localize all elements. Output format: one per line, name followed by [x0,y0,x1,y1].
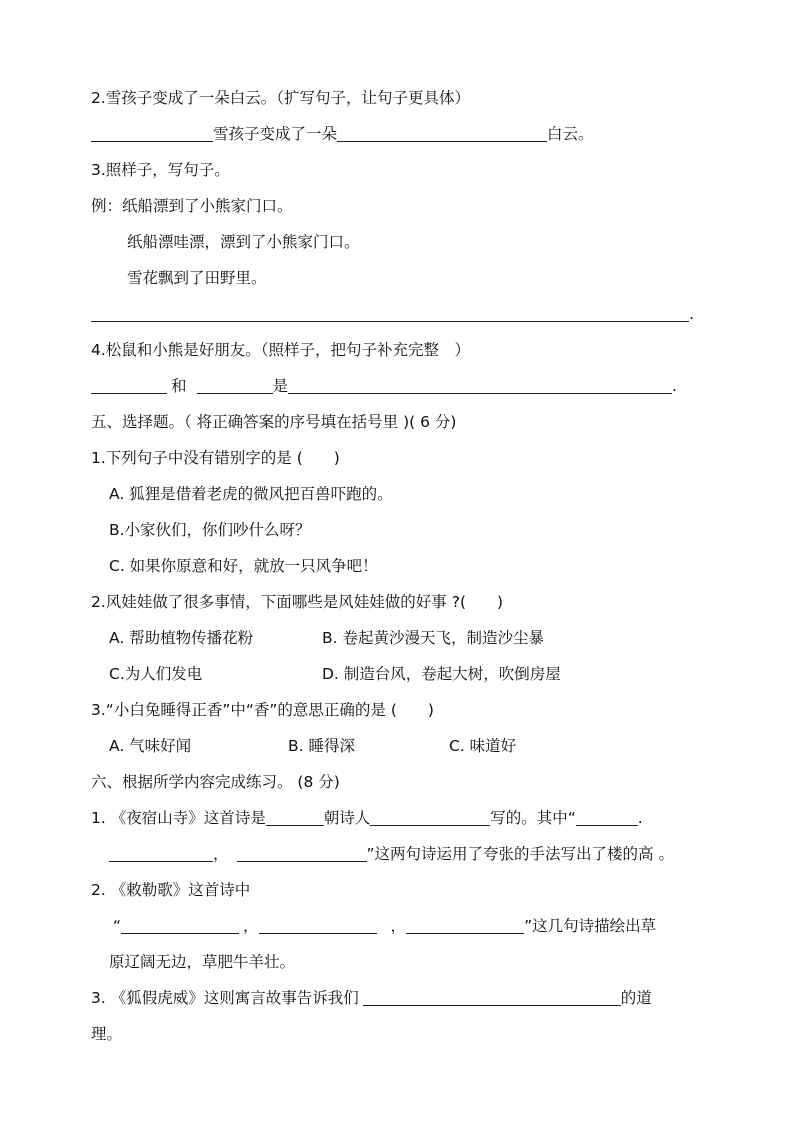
s6-q1-blank-verse-1[interactable] [576,809,638,826]
s6-q2-blank-2[interactable] [259,917,377,934]
s6-q2-sep-1: ， [243,917,259,935]
s5-q1-stem: 1.下列句子中没有错别字的是 ( ) [91,449,340,467]
q3-blank[interactable] [91,305,689,322]
s5-q2-option-a: A. 帮助植物传播花粉 [109,629,254,647]
s5-q2-stem: 2.风娃娃做了很多事情，下面哪些是风娃娃做的好事 ?( ) [91,593,504,611]
s6-q2-close-text: ”这几句诗描绘出草 [524,917,657,935]
q3-title: 3.照样子，写句子。 [91,161,230,179]
s6-q1-text-3: 写的。其中“ [490,809,576,827]
q4-blank-1[interactable] [91,377,167,394]
s6-q2-open-quote: “ [113,917,122,935]
s5-q1-option-a: A. 狐狸是借着老虎的微风把百兽吓跑的。 [109,485,393,503]
s5-q2-option-b: B. 卷起黄沙漫天飞，制造沙尘暴 [322,629,544,647]
s5-q3-option-b: B. 睡得深 [288,737,355,755]
q2-title: 2.雪孩子变成了一朵白云。（扩写句子，让句子更具体） [91,89,471,107]
s6-q1-text-2: 朝诗人 [323,809,371,827]
q2-blank-1[interactable] [91,125,213,142]
s6-q1-text-1: 1. 《夜宿山寺》这首诗是 [91,809,266,827]
q4-end: . [672,377,677,395]
s6-q1-text-4: . [637,809,643,827]
s6-q3-line-1 [91,988,652,1008]
q2-blank-2[interactable] [337,125,547,142]
s6-q2-continuation: 原辽阔无边，草肥牛羊壮。 [109,953,296,971]
q2-mid-text: 雪孩子变成了一朵 [213,125,338,143]
s6-q2-sep-2: ， [390,917,407,935]
s5-q2-option-d: D. 制造台风，卷起大树，吹倒房屋 [322,665,561,683]
s6-q1-blank-dynasty[interactable] [266,809,324,826]
q3-example-label: 例：纸船漂到了小熊家门口。 [91,197,293,215]
q4-title: 4.松鼠和小熊是好朋友。（照样子，把句子补充完整 ） [91,341,471,359]
s5-q1-option-b: B.小家伙们，你们吵什么呀？ [109,521,311,539]
s6-q2-title: 2. 《敕勒歌》这首诗中 [91,881,251,899]
s6-q1-line-1 [91,808,643,828]
s6-q1-comma: ， [213,845,229,863]
s6-q1-blank-verse-3[interactable] [237,845,367,862]
s5-q3-option-c: C. 味道好 [449,737,517,755]
s6-q2-line-2 [113,916,656,936]
s5-q3-stem: 3.“小白兔睡得正香”中“香”的意思正确的是 ( ) [91,701,434,719]
q2-answer-line [91,124,594,144]
s6-q2-blank-3[interactable] [406,917,524,934]
q3-example-result: 纸船漂哇漂，漂到了小熊家门口。 [127,233,360,251]
s6-q3-blank[interactable] [363,989,621,1006]
s6-q1-blank-poet[interactable] [370,809,490,826]
q3-answer-line [91,304,694,324]
q3-prompt: 雪花飘到了田野里。 [127,269,267,287]
section-6-heading: 六、根据所学内容完成练习。 (8 分) [91,773,340,791]
q4-blank-2[interactable] [197,377,273,394]
s6-q3-text-2: 的道 [620,989,652,1007]
s6-q1-blank-verse-2[interactable] [109,845,213,862]
q4-answer-line [91,376,677,396]
q4-blank-3[interactable] [288,377,672,394]
q4-is-text: 是 [272,377,289,395]
section-5-heading: 五、选择题。（ 将正确答案的序号填在括号里 )( 6 分) [91,413,457,431]
s6-q1-line2-end: ”这两句诗运用了夸张的手法写出了楼的高 。 [366,845,674,863]
s5-q3-option-a: A. 气味好闻 [109,737,192,755]
s6-q1-line-2 [109,844,674,864]
s6-q3-text-1: 3. 《狐假虎威》这则寓言故事告诉我们 [91,989,359,1007]
q3-end: . [689,305,694,323]
s5-q2-option-c: C.为人们发电 [109,665,203,683]
q4-and-text: 和 [171,377,187,395]
s6-q2-blank-1[interactable] [121,917,239,934]
s6-q3-continuation: 理。 [91,1025,123,1043]
s5-q1-option-c: C. 如果你原意和好，就放一只风争吧！ [109,557,378,575]
q2-end-text: 白云。 [547,125,594,143]
